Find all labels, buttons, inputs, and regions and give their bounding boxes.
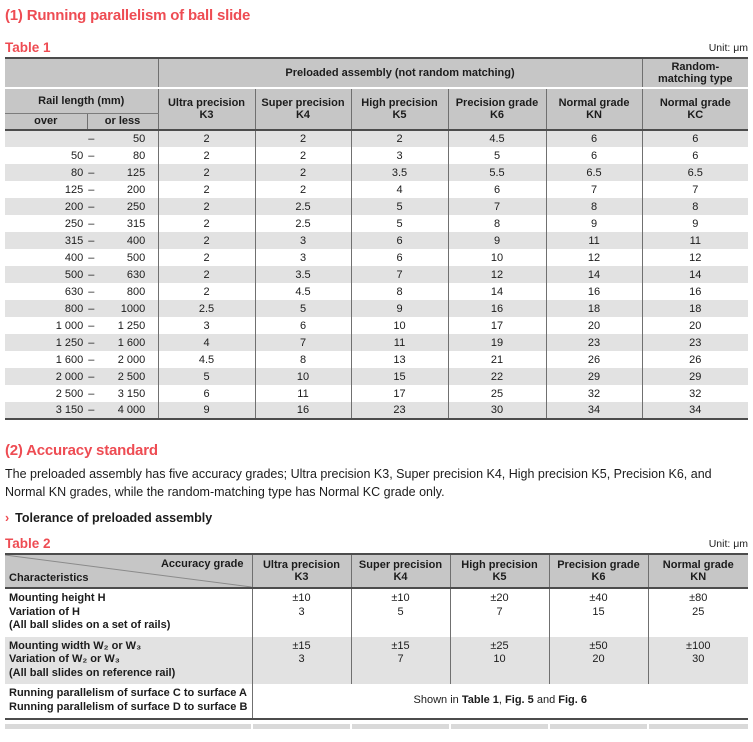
value-cell-k6: 10 — [448, 249, 546, 266]
value-cell-k4: 2.5 — [255, 198, 351, 215]
grade-header-k6: Precision grade K6 — [448, 88, 546, 130]
rail-length-cell: 2 500 – 3 150 — [55, 387, 146, 400]
rail-length-cell: 200 – 250 — [5, 198, 158, 215]
value-cell-k3: 2 — [158, 215, 255, 232]
value-cell-k3: 2 — [158, 130, 255, 147]
value-cell-k6: 9 — [448, 232, 546, 249]
accuracy-grade-label: Accuracy grade — [160, 558, 244, 570]
characteristic-cell: Running parallelism of surface C to surface A Running parallelism of surface D to surface B — [9, 687, 248, 713]
rail-length-cell: 125 – 200 — [64, 183, 146, 196]
value-cell-k5: 3 — [351, 147, 448, 164]
value-cell-kn: 9 — [546, 215, 642, 232]
value-cell-k5: 4 — [351, 181, 448, 198]
value-cell-k4: 3 — [255, 249, 351, 266]
grade-header-kn: Normal grade KN — [546, 88, 642, 130]
table-row — [5, 334, 748, 351]
value-cell-k6: 8 — [448, 215, 546, 232]
value-cell-k3: 3 — [158, 317, 255, 334]
value-cell-k3: 4 — [158, 334, 255, 351]
value-cell-k6: 4.5 — [448, 130, 546, 147]
value-cell-k3: 6 — [158, 385, 255, 402]
rail-length-cell: 630 – 800 — [64, 285, 146, 298]
value-cell-k4: 2 — [255, 130, 351, 147]
over-header: over — [5, 113, 87, 130]
value-cell-k4: 2 — [255, 164, 351, 181]
table1 — [5, 57, 748, 420]
tolerance-heading: Tolerance of preloaded assembly — [15, 511, 213, 525]
section2-title: (2) Accuracy standard — [5, 442, 158, 459]
value-cell-kn: 32 — [546, 385, 642, 402]
value-cell-k4: 11 — [255, 385, 351, 402]
blank-corner-cell — [5, 58, 158, 88]
value-cell-kn: 6 — [546, 147, 642, 164]
value-cell-kc: 6 — [642, 147, 748, 164]
value-cell-k3: 2 — [158, 181, 255, 198]
random-matching-header: Random- matching type — [642, 58, 748, 88]
value-cell-k4: 8 — [255, 351, 351, 368]
value-cell-kc: 14 — [642, 266, 748, 283]
value-cell-kn: 20 — [546, 317, 642, 334]
value-cell-k6: 14 — [448, 283, 546, 300]
value-cell-k5: 8 — [351, 283, 448, 300]
value-cell-kn: 6.5 — [546, 164, 642, 181]
table-row — [5, 249, 748, 266]
mounting-height-row — [5, 588, 748, 637]
value-cell: ±15 3 — [252, 637, 351, 685]
table-row — [5, 232, 748, 249]
table-row — [5, 215, 748, 232]
characteristic-cell: Mounting height H Variation of H (All ball slides on a set of rails) — [9, 592, 171, 631]
grade-header-k4: Super precision K4 — [351, 554, 450, 588]
value-cell-kn: 26 — [546, 351, 642, 368]
value-cell-kc: 26 — [642, 351, 748, 368]
value-cell-kc: 6.5 — [642, 164, 748, 181]
section2-paragraph: The preloaded assembly has five accuracy grades; Ultra precision K3, Super precision K4, High precision K5, Precision K6, and Normal KN grades, while the random-matching type has Normal KC grade only. — [5, 467, 712, 499]
value-cell-k5: 17 — [351, 385, 448, 402]
grade-header-k5: High precision K5 — [351, 88, 448, 130]
table-row — [5, 283, 748, 300]
value-cell-k3: 2 — [158, 266, 255, 283]
value-cell-k4: 5 — [255, 300, 351, 317]
value-cell-kn: 7 — [546, 181, 642, 198]
diagonal-header-cell — [5, 554, 252, 588]
next-table-sliver — [5, 724, 748, 729]
table-row — [5, 368, 748, 385]
table2-label: Table 2 — [5, 536, 51, 551]
value-cell-k3: 2 — [158, 164, 255, 181]
value-cell-kc: 7 — [642, 181, 748, 198]
value-cell-k5: 2 — [351, 130, 448, 147]
value-cell-k5: 3.5 — [351, 164, 448, 181]
running-parallelism-row — [5, 684, 748, 719]
value-cell-k6: 12 — [448, 266, 546, 283]
value-cell-k3: 2 — [158, 249, 255, 266]
rail-length-cell: 800 – 1000 — [5, 300, 158, 317]
rail-length-cell: 315 – 400 — [5, 232, 158, 249]
grade-header-k5: High precision K5 — [450, 554, 549, 588]
value-cell-kn: 12 — [546, 249, 642, 266]
value-cell-k6: 22 — [448, 368, 546, 385]
value-cell-kn: 29 — [546, 368, 642, 385]
value-cell-k3: 9 — [158, 402, 255, 419]
grade-header-k3: Ultra precision K3 — [158, 88, 255, 130]
preloaded-assembly-header: Preloaded assembly (not random matching) — [158, 58, 642, 88]
value-cell-k5: 23 — [351, 402, 448, 419]
value-cell-k5: 7 — [351, 266, 448, 283]
value-cell: ±10 3 — [252, 588, 351, 637]
value-cell: ±100 30 — [648, 637, 748, 685]
value-cell-kc: 29 — [642, 368, 748, 385]
value-cell-k6: 17 — [448, 317, 546, 334]
value-cell: ±10 5 — [351, 588, 450, 637]
table1-body — [5, 130, 748, 419]
value-cell-kn: 6 — [546, 130, 642, 147]
table-row — [5, 198, 748, 215]
section1-title: (1) Running parallelism of ball slide — [5, 7, 251, 24]
value-cell-k6: 16 — [448, 300, 546, 317]
chevron-bullet-icon: › — [5, 511, 10, 525]
characteristic-cell: Mounting width W₂ or W₃ Variation of W₂ or W₃ (All ball slides on reference rail) — [5, 637, 252, 685]
value-cell-k6: 19 — [448, 334, 546, 351]
shown-in-note: Shown in Table 1, Fig. 5 and Fig. 6 — [252, 684, 748, 719]
value-cell-kc: 34 — [642, 402, 748, 419]
table-row — [5, 402, 748, 419]
value-cell-k3: 2 — [158, 147, 255, 164]
value-cell-k5: 5 — [351, 215, 448, 232]
rail-length-cell: 500 – 630 — [5, 266, 158, 283]
value-cell-k4: 2 — [255, 181, 351, 198]
rail-length-cell: 1 000 – 1 250 — [55, 319, 146, 332]
value-cell-k6: 5.5 — [448, 164, 546, 181]
table1-header-row2 — [5, 88, 748, 113]
value-cell-k4: 2 — [255, 147, 351, 164]
value-cell-kn: 34 — [546, 402, 642, 419]
mounting-width-row — [5, 637, 748, 685]
value-cell-kc: 9 — [642, 215, 748, 232]
value-cell-k4: 16 — [255, 402, 351, 419]
value-cell-k3: 2.5 — [158, 300, 255, 317]
rail-length-cell: 2 000 – 2 500 — [5, 368, 158, 385]
value-cell: ±20 7 — [450, 588, 549, 637]
value-cell-k4: 6 — [255, 317, 351, 334]
table-row — [5, 300, 748, 317]
value-cell-kn: 8 — [546, 198, 642, 215]
rail-length-header: Rail length (mm) — [5, 88, 158, 113]
value-cell-k4: 4.5 — [255, 283, 351, 300]
value-cell-k6: 21 — [448, 351, 546, 368]
value-cell-k3: 5 — [158, 368, 255, 385]
value-cell: ±80 25 — [648, 588, 748, 637]
table1-label-row — [5, 40, 748, 55]
table2 — [5, 553, 748, 720]
value-cell-kn: 14 — [546, 266, 642, 283]
grade-header-k3: Ultra precision K3 — [252, 554, 351, 588]
value-cell-k5: 9 — [351, 300, 448, 317]
table-row — [5, 181, 748, 198]
table2-label-row — [5, 536, 748, 551]
value-cell: ±50 20 — [549, 637, 648, 685]
value-cell-k5: 6 — [351, 232, 448, 249]
value-cell-k5: 10 — [351, 317, 448, 334]
value-cell-kc: 12 — [642, 249, 748, 266]
value-cell-kn: 11 — [546, 232, 642, 249]
value-cell-kn: 23 — [546, 334, 642, 351]
table-row — [5, 351, 748, 368]
rail-length-cell: 1 250 – 1 600 — [5, 334, 158, 351]
characteristics-label: Characteristics — [9, 571, 89, 584]
value-cell-k3: 2 — [158, 198, 255, 215]
or-less-header: or less — [87, 113, 158, 130]
table1-header-row1 — [5, 58, 748, 88]
value-cell-kn: 18 — [546, 300, 642, 317]
value-cell-k6: 7 — [448, 198, 546, 215]
rail-length-cell: 80 – 125 — [5, 164, 158, 181]
table-row — [5, 164, 748, 181]
value-cell-kc: 18 — [642, 300, 748, 317]
value-cell-k6: 6 — [448, 181, 546, 198]
value-cell-k6: 30 — [448, 402, 546, 419]
rail-length-cell: 400 – 500 — [64, 251, 146, 264]
value-cell-kc: 32 — [642, 385, 748, 402]
value-cell-k3: 2 — [158, 283, 255, 300]
table-row — [5, 317, 748, 334]
rail-length-cell: 50 – 80 — [71, 149, 146, 162]
value-cell-k4: 2.5 — [255, 215, 351, 232]
rail-length-cell: 1 600 – 2 000 — [55, 353, 146, 366]
table1-unit: Unit: μm — [708, 42, 748, 54]
value-cell: ±25 10 — [450, 637, 549, 685]
table-row — [5, 385, 748, 402]
value-cell-k6: 5 — [448, 147, 546, 164]
value-cell-kc: 6 — [642, 130, 748, 147]
value-cell-kc: 23 — [642, 334, 748, 351]
value-cell-k4: 10 — [255, 368, 351, 385]
value-cell-k3: 4.5 — [158, 351, 255, 368]
value-cell-k5: 13 — [351, 351, 448, 368]
table2-unit: Unit: μm — [708, 538, 748, 550]
value-cell-k3: 2 — [158, 232, 255, 249]
grade-header-kc: Normal grade KC — [642, 88, 748, 130]
tolerance-heading-line — [5, 511, 748, 525]
rail-length-cell: – 50 — [5, 130, 158, 147]
grade-header-k4: Super precision K4 — [255, 88, 351, 130]
grade-header-kn: Normal grade KN — [648, 554, 748, 588]
value-cell-kc: 20 — [642, 317, 748, 334]
table-row — [5, 130, 748, 147]
value-cell-k5: 15 — [351, 368, 448, 385]
value-cell-k4: 3 — [255, 232, 351, 249]
value-cell-k5: 11 — [351, 334, 448, 351]
value-cell-kc: 16 — [642, 283, 748, 300]
table2-header-row — [5, 554, 748, 588]
value-cell: ±40 15 — [549, 588, 648, 637]
value-cell-k5: 5 — [351, 198, 448, 215]
rail-length-cell: 3 150 – 4 000 — [5, 402, 158, 419]
value-cell: ±15 7 — [351, 637, 450, 685]
grade-header-k6: Precision grade K6 — [549, 554, 648, 588]
rail-length-cell: 250 – 315 — [64, 217, 146, 230]
value-cell-kn: 16 — [546, 283, 642, 300]
table-row — [5, 266, 748, 283]
value-cell-k4: 7 — [255, 334, 351, 351]
value-cell-k5: 6 — [351, 249, 448, 266]
value-cell-k4: 3.5 — [255, 266, 351, 283]
value-cell-kc: 11 — [642, 232, 748, 249]
table-row — [5, 147, 748, 164]
table1-label: Table 1 — [5, 40, 51, 55]
value-cell-k6: 25 — [448, 385, 546, 402]
value-cell-kc: 8 — [642, 198, 748, 215]
